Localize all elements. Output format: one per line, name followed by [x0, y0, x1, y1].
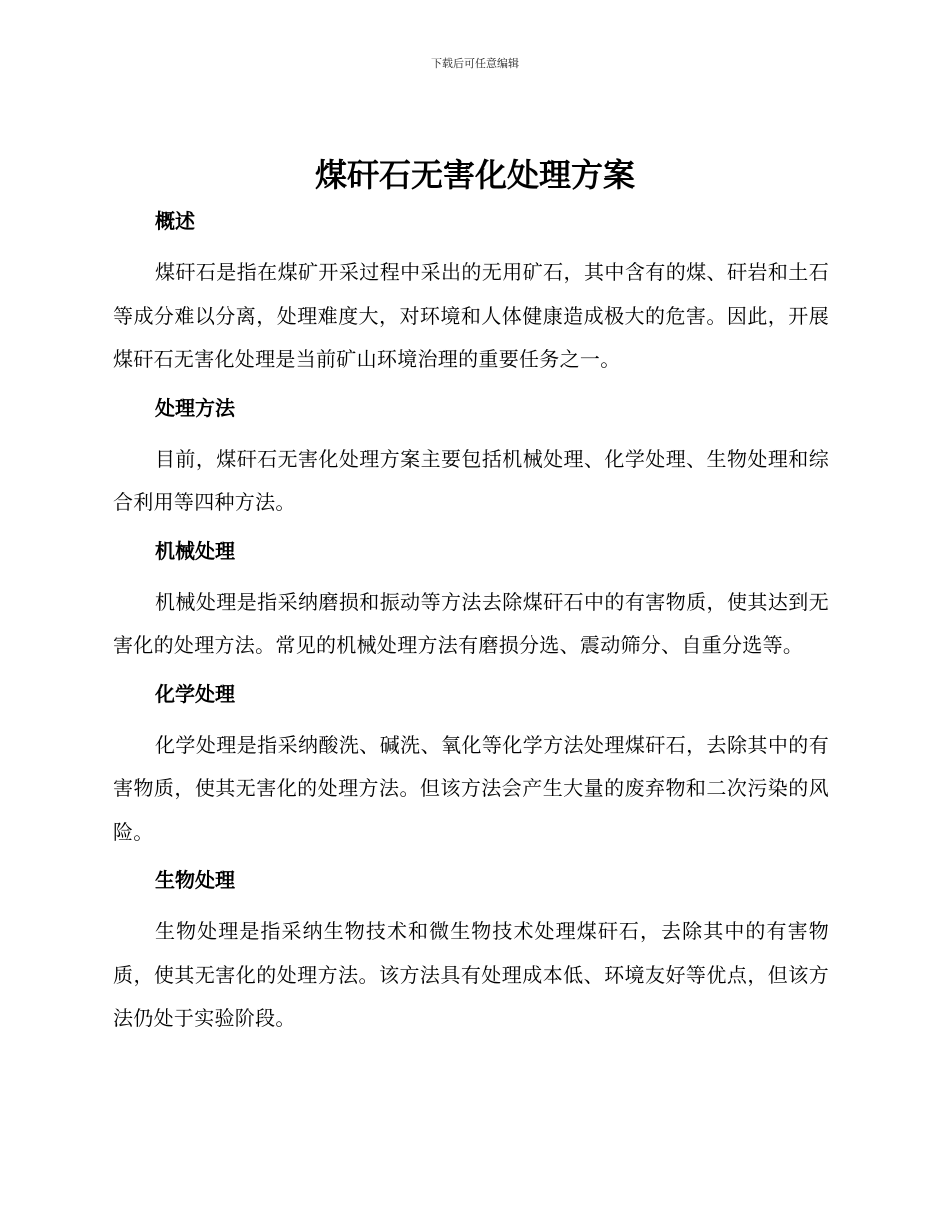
- section-heading: 机械处理: [155, 538, 235, 563]
- header-note: 下载后可任意编辑: [431, 57, 519, 70]
- section-paragraph: 目前，煤矸石无害化处理方案主要包括机械处理、化学处理、生物处理和综合利用等四种方法。: [113, 446, 829, 514]
- section-overview: [113, 207, 829, 382]
- section-heading: 处理方法: [155, 395, 235, 420]
- section-mechanical: [113, 537, 829, 668]
- section-methods: [113, 394, 829, 525]
- section-paragraph: 化学处理是指采纳酸洗、碱洗、氧化等化学方法处理煤矸石，去除其中的有害物质，使其无害化的处理方法。但该方法会产生大量的废弃物和二次污染的风险。: [113, 732, 829, 844]
- document-title: 煤矸石无害化处理方案: [314, 156, 635, 194]
- section-paragraph: 煤矸石是指在煤矿开采过程中采出的无用矿石，其中含有的煤、矸岩和土石等成分难以分离，处理难度大，对环境和人体健康造成极大的危害。因此，开展煤矸石无害化处理是当前矿山环境治理的重要任务之一。: [113, 260, 829, 371]
- document-body: [113, 197, 829, 1053]
- section-paragraph: 生物处理是指采纳生物技术和微生物技术处理煤矸石，去除其中的有害物质，使其无害化的处理方法。该方法具有处理成本低、环境友好等优点，但该方法仍处于实验阶段。: [113, 919, 829, 1030]
- section-heading: 概述: [155, 209, 195, 233]
- section-heading: 生物处理: [155, 868, 235, 892]
- section-chemical: [113, 680, 829, 855]
- section-biological: [113, 866, 829, 1041]
- section-heading: 化学处理: [155, 681, 235, 706]
- section-paragraph: 机械处理是指采纳磨损和振动等方法去除煤矸石中的有害物质，使其达到无害化的处理方法。常见的机械处理方法有磨损分选、震动筛分、自重分选等。: [113, 589, 829, 657]
